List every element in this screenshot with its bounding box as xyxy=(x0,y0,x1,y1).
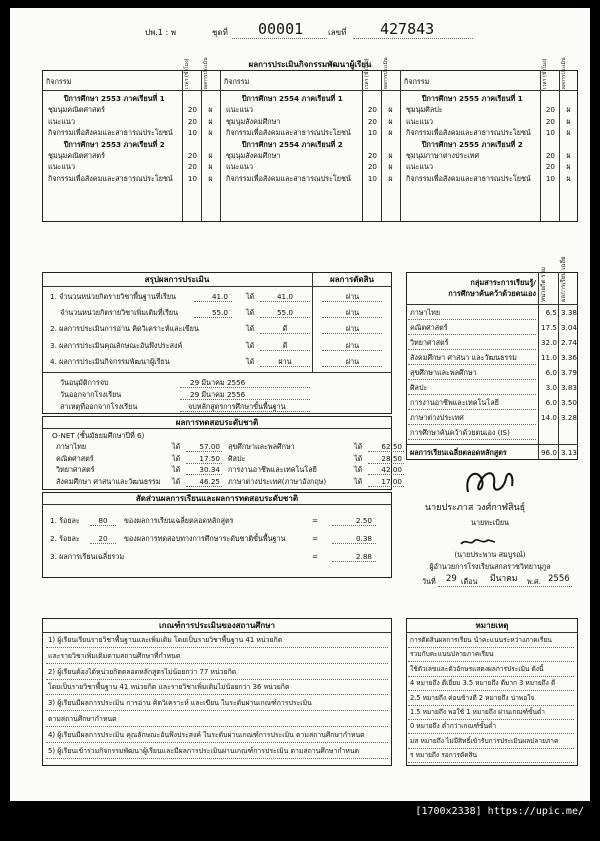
activity-name: ชุมนุมภาษาต่างประเทศ xyxy=(406,151,480,160)
group-grade: 3.83 xyxy=(560,383,577,392)
activity-hours: 20 xyxy=(187,151,197,160)
group-credits: 6.5 xyxy=(545,308,557,317)
onet-got-label: ได้ xyxy=(354,465,363,474)
onet-subject: คณิตศาสตร์ xyxy=(56,453,94,463)
summary-row-judge: ผ่าน xyxy=(345,308,360,318)
activity-hours: 10 xyxy=(545,173,555,183)
onet-subject: ศิลปะ xyxy=(228,453,246,463)
activity-name: ชุมนุมสังคมศึกษา xyxy=(226,116,281,126)
activity-result: ผ xyxy=(566,128,571,138)
date-year-label: พ.ศ. xyxy=(527,577,541,586)
image-source-url: [1700x2338] https://upic.me/ xyxy=(415,806,584,817)
activity-name: แนะแนว xyxy=(226,162,253,172)
criteria-line: 2) ผู้เรียนต้องได้หน่วยกิตตลอดหลักสูตรไม่น้อยกว่า 77 หน่วยกิต xyxy=(48,667,237,676)
transcript-page xyxy=(10,8,590,820)
group-name: การงานอาชีพและเทคโนโลยี xyxy=(410,398,499,407)
note-line: มส หมายถึง ไม่มีสิทธิ์เข้ารับการประเมินผลปลายภาค xyxy=(410,736,559,745)
summary-row-got: ดี xyxy=(282,324,288,334)
col-result: ผลการประเมิน xyxy=(203,57,209,89)
reason-label: สาเหตุที่ออกจากโรงเรียน xyxy=(60,402,138,411)
onet-got-label: ได้ xyxy=(172,476,181,486)
note-line: รวมกับคะแนนปลายภาคเรียน xyxy=(410,650,494,659)
col-grade: ผลการเรียน เฉลี่ย xyxy=(560,256,567,302)
total-label: ผลการเรียนเฉลี่ยตลอดหลักสูตร xyxy=(410,448,507,457)
group-name: วิทยาศาสตร์ xyxy=(410,338,449,347)
activity-result: ผ xyxy=(208,128,213,138)
col-result: ผลการประเมิน xyxy=(561,57,567,89)
activity-result: ผ xyxy=(566,105,571,115)
activity-name: กิจกรรมเพื่อสังคมและสาธารณประโยชน์ xyxy=(406,128,531,138)
semester-heading: ปีการศึกษา 2553 ภาคเรียนที่ 2 xyxy=(64,139,165,149)
criteria-line: และรายวิชาเพิ่มเติมตามสถานศึกษาที่กำหนด xyxy=(48,651,181,660)
activity-result: ผ xyxy=(388,173,393,183)
groups-title-1: กลุ่มสาระการเรียนรู้/ xyxy=(470,278,536,287)
note-line: 4 หมายถึง ดีเยี่ยม 3.5 หมายถึง ดีมาก 3 หมายถึง ดี xyxy=(410,679,556,688)
set-number: 00001 xyxy=(258,20,304,38)
col-activity: กิจกรรม xyxy=(46,77,72,86)
date-month-label: เดือน xyxy=(461,577,478,586)
activity-result: ผ xyxy=(388,162,393,172)
group-grade: 3.36 xyxy=(560,353,577,362)
judge-title: ผลการตัดสิน xyxy=(330,275,374,284)
onet-score: 57.00 xyxy=(199,442,220,451)
summary-row-label: 4. ผลการประเมินกิจกรรมพัฒนาผู้เรียน xyxy=(50,356,170,366)
activity-name: กิจกรรมเพื่อสังคมและสาธารณประโยชน์ xyxy=(48,173,173,183)
got-label: ได้ xyxy=(246,356,255,366)
got-label: ได้ xyxy=(246,292,255,301)
ratio-equals: = xyxy=(312,516,319,525)
semester-heading: ปีการศึกษา 2555 ภาคเรียนที่ 1 xyxy=(422,94,523,103)
activity-hours: 20 xyxy=(545,162,555,172)
ratio-prefix: 2. ร้อยละ xyxy=(50,534,80,543)
activity-name: ชุมนุมศิลปะ xyxy=(406,105,443,115)
group-grade: 3.50 xyxy=(560,398,577,407)
activity-hours: 20 xyxy=(187,116,197,126)
group-credits: 6.0 xyxy=(545,368,557,377)
group-grade: 2.74 xyxy=(560,338,577,347)
semester-heading: ปีการศึกษา 2555 ภาคเรียนที่ 2 xyxy=(422,139,523,149)
activity-hours: 20 xyxy=(545,105,555,115)
activity-result: ผ xyxy=(388,128,393,138)
col-result: ผลการประเมิน xyxy=(383,57,389,89)
activity-hours: 20 xyxy=(367,162,377,172)
criteria-line: 3) ผู้เรียนมีผลการประเมิน การอ่าน คิดวิเคราะห์ และเขียน ในระดับผ่านเกณฑ์การประเมิน xyxy=(48,699,312,708)
summary-row-label: จำนวนหน่วยกิตรายวิชาเพิ่มเติมที่เรียน xyxy=(60,308,179,318)
summary-row-judge: ผ่าน xyxy=(345,292,360,301)
group-grade: 3.79 xyxy=(560,368,577,377)
activity-result: ผ xyxy=(208,173,213,183)
col-hours: เวลา (ชั่วโมง) xyxy=(364,58,370,89)
summary-row-judge: ผ่าน xyxy=(345,340,360,350)
activity-result: ผ xyxy=(566,162,571,172)
summary-row-label: 1. จำนวนหน่วยกิตรายวิชาพื้นฐานที่เรียน xyxy=(50,292,176,301)
criteria-line: 5) ผู้เรียนเข้าร่วมกิจกรรมพัฒนาผู้เรียนและมีผลการประเมินผ่านเกณฑ์การประเมิน ตามสถานศึกษากำหนด xyxy=(48,746,360,755)
activity-name: แนะแนว xyxy=(48,162,75,172)
group-grade: 3.04 xyxy=(560,323,577,332)
ratio-equals: = xyxy=(312,534,319,543)
date-year: 2556 xyxy=(548,574,570,584)
note-line: 1.5 หมายถึง พอใช้ 1 หมายถึง ผ่านเกณฑ์ขั้นต่ำ xyxy=(410,708,546,716)
ratio-title: สัดส่วนผลการเรียนและผลการทดสอบระดับชาติ xyxy=(135,494,299,503)
col-activity: กิจกรรม xyxy=(224,77,250,86)
got-label: ได้ xyxy=(246,324,255,334)
note-line: ร หมายถึง รอการตัดสิน xyxy=(410,751,478,760)
semester-heading: ปีการศึกษา 2554 ภาคเรียนที่ 1 xyxy=(242,94,343,103)
onet-score: 17.00 xyxy=(381,476,402,486)
group-grade: 3.28 xyxy=(560,413,577,422)
col-activity: กิจกรรม xyxy=(404,77,430,86)
leave-label: วันออกจากโรงเรียน xyxy=(60,390,122,399)
date-day: 29 xyxy=(446,574,457,584)
activity-hours: 20 xyxy=(545,151,555,160)
activity-hours: 10 xyxy=(545,128,555,138)
activity-result: ผ xyxy=(208,162,213,172)
summary-row-got: 41.0 xyxy=(276,292,293,301)
group-name: สังคมศึกษา ศาสนา และวัฒนธรรม xyxy=(410,353,517,362)
criteria-line: 4) ผู้เรียนมีผลการประเมิน คุณลักษณะอันพึงประสงค์ ในระดับผ่านเกณฑ์การประเมิน ตามสถานศึกษากำหนด xyxy=(48,730,365,739)
date-prefix: วันที่ xyxy=(422,577,436,586)
activity-result: ผ xyxy=(208,105,213,115)
approve-date: 29 มีนาคม 2556 xyxy=(190,378,246,387)
leave-reason: จบหลักสูตรการศึกษาขั้นพื้นฐาน xyxy=(188,402,286,411)
activity-result: ผ xyxy=(208,116,213,126)
onet-subject: วิทยาศาสตร์ xyxy=(56,465,95,474)
onet-score: 42.00 xyxy=(381,465,402,474)
col-credits: หน่วยกิต รวม xyxy=(540,267,547,302)
ratio-prefix: 3. ผลการเรียนเฉลี่ยรวม xyxy=(50,552,125,561)
activity-result: ผ xyxy=(208,151,213,160)
group-name: ศิลปะ xyxy=(410,383,428,392)
director-signature xyxy=(458,536,498,548)
total-credits: 96.0 xyxy=(540,448,557,457)
activity-name: แนะแนว xyxy=(48,116,75,126)
activity-result: ผ xyxy=(388,105,393,115)
onet-subject: การงานอาชีพและเทคโนโลยี xyxy=(228,465,317,474)
group-name: การศึกษาค้นคว้าด้วยตนเอง (IS) xyxy=(410,428,510,437)
group-name: ภาษาต่างประเทศ xyxy=(410,413,464,422)
group-grade: 3.38 xyxy=(560,308,577,317)
group-name: ภาษาไทย xyxy=(410,308,441,317)
summary-row-value: 55.0 xyxy=(211,308,228,318)
notes-title: หมายเหตุ xyxy=(475,621,509,630)
got-label: ได้ xyxy=(246,340,255,350)
activity-name: กิจกรรมเพื่อสังคมและสาธารณประโยชน์ xyxy=(406,173,531,183)
activity-result: ผ xyxy=(388,151,393,160)
ratio-value: 2.88 xyxy=(355,552,372,561)
activity-result: ผ xyxy=(566,116,571,126)
ratio-value: 0.38 xyxy=(355,534,372,543)
groups-title-2: การศึกษาค้นคว้าด้วยตนเอง xyxy=(448,289,536,298)
activity-hours: 20 xyxy=(367,151,377,160)
activity-hours: 20 xyxy=(187,162,197,172)
activity-hours: 10 xyxy=(367,173,377,183)
director-role: ผู้อำนวยการโรงเรียนสกลราชวิทยานุกูล xyxy=(429,562,551,571)
ratio-label: ของผลการเรียนเฉลี่ยตลอดหลักสูตร xyxy=(124,516,234,525)
activity-name: แนะแนว xyxy=(226,105,253,115)
note-line: 0 หมายถึง ต่ำกว่าเกณฑ์ขั้นต่ำ xyxy=(410,722,497,731)
onet-got-label: ได้ xyxy=(354,476,363,486)
activity-name: แนะแนว xyxy=(406,116,433,126)
summary-title: สรุปผลการประเมิน xyxy=(144,275,210,284)
ratio-percent: 20 xyxy=(98,534,108,543)
group-credits: 6.0 xyxy=(545,398,557,407)
activity-hours: 20 xyxy=(367,105,377,115)
number-label: เลขที่ xyxy=(328,28,347,37)
registrar-role: นายทะเบียน xyxy=(471,518,509,527)
criteria-title: เกณฑ์การประเมินของสถานศึกษา xyxy=(159,621,275,630)
leave-date: 29 มีนาคม 2556 xyxy=(190,390,246,399)
onet-score: 28.50 xyxy=(381,453,402,463)
onet-subject: ภาษาไทย xyxy=(56,442,87,451)
director-name: (นายประพาน สมบูรณ์) xyxy=(454,550,526,559)
ratio-prefix: 1. ร้อยละ xyxy=(50,516,80,525)
onet-score: 46.25 xyxy=(199,476,220,486)
col-hours: เวลา (ชั่วโมง) xyxy=(542,58,548,89)
onet-score: 17.50 xyxy=(199,453,220,463)
activity-result: ผ xyxy=(566,173,571,183)
note-line: ใช้ตัวเลขและตัวอักษรแสดงผลการประเมิน ดังนี้ xyxy=(410,664,544,673)
group-name: สุขศึกษาและพลศึกษา xyxy=(410,368,477,377)
criteria-line: 1) ผู้เรียนเรียนรายวิชาพื้นฐานและเพิ่มเติม โดยเป็นรายวิชาพื้นฐาน 41 หน่วยกิต xyxy=(48,636,283,644)
date-month: มีนาคม xyxy=(490,574,518,584)
form-code: ปพ.1 : พ xyxy=(145,28,177,37)
semester-heading: ปีการศึกษา 2553 ภาคเรียนที่ 1 xyxy=(64,94,165,103)
summary-row-judge: ผ่าน xyxy=(345,324,360,334)
summary-row-judge: ผ่าน xyxy=(345,356,360,366)
activity-hours: 10 xyxy=(187,173,197,183)
summary-row-label: 3. ผลการประเมินคุณลักษณะอันพึงประสงค์ xyxy=(50,340,183,350)
onet-got-label: ได้ xyxy=(172,453,181,463)
onet-subject: สังคมศึกษา ศาสนาและวัฒนธรรม xyxy=(56,476,161,486)
activity-hours: 10 xyxy=(367,128,377,138)
onet-subject: สุขศึกษาและพลศึกษา xyxy=(228,442,295,451)
summary-row-got: ผ่าน xyxy=(278,356,292,366)
onet-score: 62.50 xyxy=(381,442,402,451)
ratio-equals: = xyxy=(312,552,319,561)
ratio-percent: 80 xyxy=(98,516,108,525)
document-number: 427843 xyxy=(380,20,435,38)
activity-name: ชุมนุมคณิตศาสตร์ xyxy=(48,151,105,160)
set-label: ชุดที่ xyxy=(212,28,228,37)
onet-subject: ภาษาต่างประเทศ(ภาษาอังกฤษ) xyxy=(228,476,327,486)
onet-score: 30.34 xyxy=(199,465,220,474)
criteria-line: ตามสถานศึกษากำหนด xyxy=(48,715,117,723)
note-line: การตัดสินผลการเรียน นำคะแนนระหว่างภาคเรียน xyxy=(410,636,552,644)
group-name: คณิตศาสตร์ xyxy=(410,323,448,332)
summary-row-label: 2. ผลการประเมินการอ่าน คิดวิเคราะห์และเขียน xyxy=(50,324,199,334)
activity-hours: 10 xyxy=(187,128,197,138)
activity-name: กิจกรรมเพื่อสังคมและสาธารณประโยชน์ xyxy=(48,128,173,138)
group-credits: 11.0 xyxy=(540,353,557,362)
activity-result: ผ xyxy=(388,116,393,126)
onet-got-label: ได้ xyxy=(172,442,181,451)
summary-row-got: 55.0 xyxy=(276,308,293,318)
activities-title: ผลการประเมินกิจกรรมพัฒนาผู้เรียน xyxy=(248,60,372,69)
onet-got-label: ได้ xyxy=(354,442,363,451)
activity-name: ชุมนุมคณิตศาสตร์ xyxy=(48,105,105,115)
summary-row-got: ดี xyxy=(282,340,288,350)
got-label: ได้ xyxy=(246,308,255,318)
group-credits: 32.0 xyxy=(540,338,557,347)
activity-hours: 20 xyxy=(367,116,377,126)
onet-subtitle: O-NET (ชั้นมัธยมศึกษาปีที่ 6) xyxy=(52,431,145,440)
note-line: 2.5 หมายถึง ค่อนข้างดี 2 หมายถึง น่าพอใจ xyxy=(410,693,535,702)
group-credits: 17.5 xyxy=(540,323,557,332)
summary-row-value: 41.0 xyxy=(211,292,228,301)
activity-name: ชุมนุมสังคมศึกษา xyxy=(226,151,281,160)
ratio-label: ของผลการทดสอบทางการศึกษาระดับชาติขั้นพื้นฐาน xyxy=(124,534,286,543)
onet-title: ผลการทดสอบระดับชาติ xyxy=(175,418,259,427)
ratio-value: 2.50 xyxy=(355,516,372,525)
activity-result: ผ xyxy=(566,151,571,160)
total-grade: 3.13 xyxy=(560,448,577,457)
approve-label: วันอนุมัติการจบ xyxy=(60,378,109,387)
registrar-name: นายประภาส วงศ์กาฬสินธุ์ xyxy=(425,503,526,513)
col-hours: เวลา (ชั่วโมง) xyxy=(184,58,190,89)
activity-hours: 20 xyxy=(187,105,197,115)
activity-name: กิจกรรมเพื่อสังคมและสาธารณประโยชน์ xyxy=(226,128,351,138)
activity-hours: 20 xyxy=(545,116,555,126)
group-credits: 3.0 xyxy=(545,383,557,392)
group-credits: 14.0 xyxy=(540,413,557,422)
activity-name: กิจกรรมเพื่อสังคมและสาธารณประโยชน์ xyxy=(226,173,351,183)
criteria-line: โดยเป็นรายวิชาพื้นฐาน 41 หน่วยกิต และรายวิชาเพิ่มเติมไม่น้อยกว่า 36 หน่วยกิต xyxy=(48,683,290,692)
activity-name: แนะแนว xyxy=(406,162,433,172)
onet-got-label: ได้ xyxy=(354,453,363,463)
semester-heading: ปีการศึกษา 2554 ภาคเรียนที่ 2 xyxy=(242,139,343,149)
watermark-bar xyxy=(10,801,590,820)
onet-got-label: ได้ xyxy=(172,465,181,474)
registrar-signature xyxy=(460,464,520,500)
